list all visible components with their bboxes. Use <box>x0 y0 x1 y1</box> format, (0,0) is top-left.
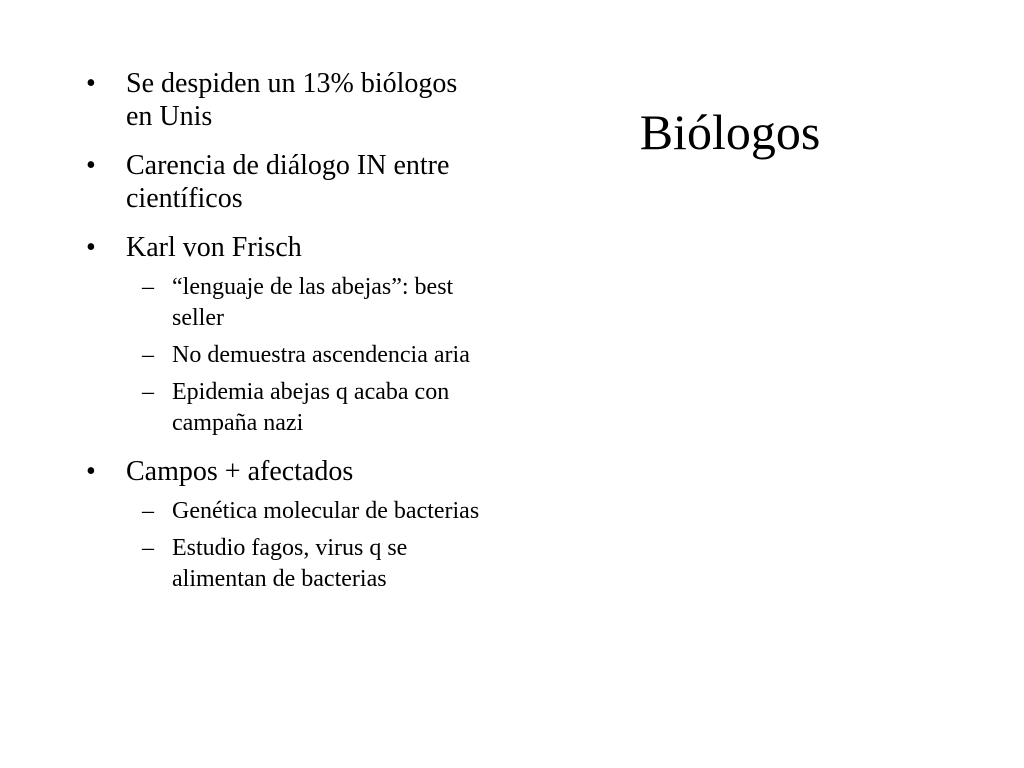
bullet-marker: • <box>86 68 96 99</box>
bullet-text: Campos + afectados <box>126 456 354 487</box>
sub-bullet-marker: – <box>142 535 154 561</box>
bullet-item <box>86 231 486 439</box>
sub-bullet-item <box>126 377 486 439</box>
bullet-marker: • <box>86 150 96 181</box>
sub-bullet-text: “lenguaje de las abejas”: best seller <box>172 274 454 331</box>
sub-bullet-text: Genética molecular de bacterias <box>172 498 480 524</box>
bullet-marker: • <box>86 232 96 263</box>
bullet-marker: • <box>86 456 96 487</box>
bullet-item <box>86 149 486 215</box>
sub-bullet-text: Epidemia abejas q acaba con campaña nazi <box>172 379 450 436</box>
bullet-text: Carencia de diálogo IN entre científicos <box>126 150 450 214</box>
bullet-list <box>86 67 486 611</box>
sub-bullet-marker: – <box>142 274 154 300</box>
bullet-text: Karl von Frisch <box>126 232 302 263</box>
bullet-text: Se despiden un 13% biólogos en Unis <box>126 68 458 132</box>
sub-bullet-list <box>126 272 486 439</box>
sub-bullet-item <box>126 533 486 595</box>
sub-bullet-marker: – <box>142 498 154 524</box>
sub-bullet-item <box>126 272 486 334</box>
slide-title: Biólogos <box>639 104 821 160</box>
sub-bullet-item <box>126 340 486 371</box>
sub-bullet-text: No demuestra ascendencia aria <box>172 342 470 368</box>
sub-bullet-marker: – <box>142 342 154 368</box>
sub-bullet-list <box>126 496 486 595</box>
sub-bullet-text: Estudio fagos, virus q se alimentan de bacterias <box>172 535 408 592</box>
sub-bullet-marker: – <box>142 379 154 405</box>
bullet-item <box>86 455 486 595</box>
sub-bullet-item <box>126 496 486 527</box>
bullet-item <box>86 67 486 133</box>
